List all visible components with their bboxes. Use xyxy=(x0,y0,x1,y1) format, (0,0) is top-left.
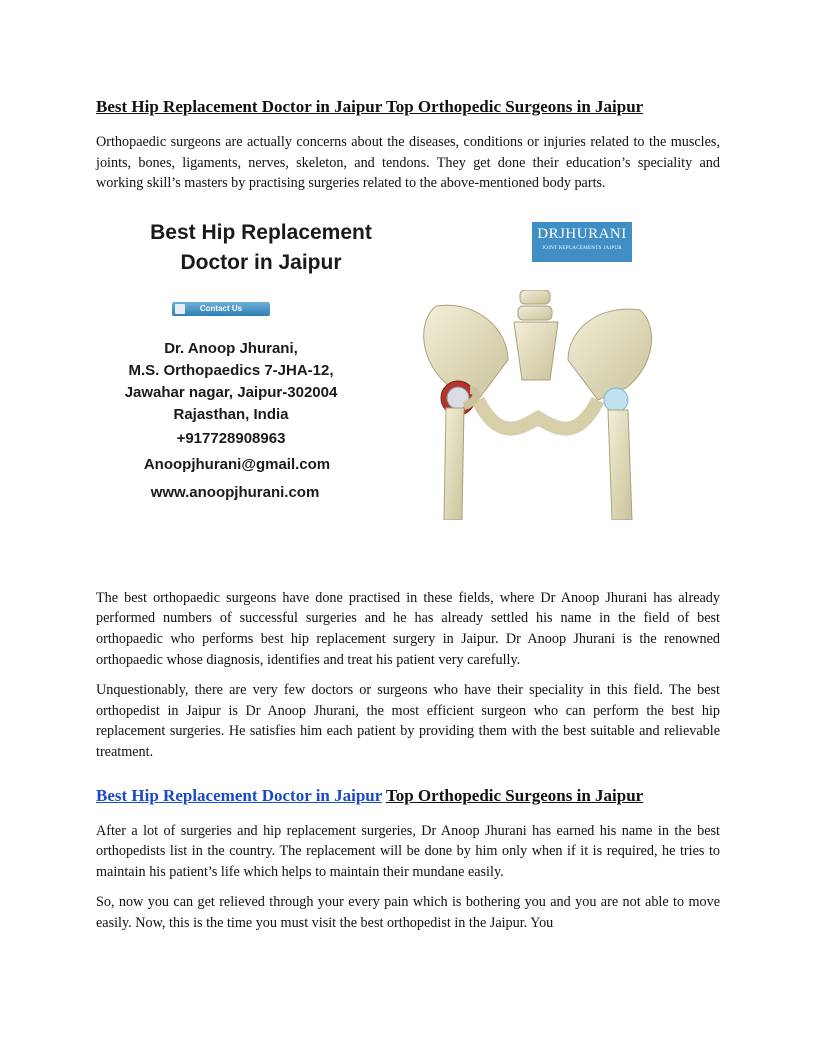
body-paragraph: So, now you can get relieved through your every pain which is bothering you and you are not able to move easily. Now, this is the time you must visit the best orthopedist in the Jaipur. You xyxy=(96,894,720,931)
doctor-address xyxy=(96,338,366,426)
address-line: Dr. Anoop Jhurani, xyxy=(164,339,298,357)
hip-joint-illustration xyxy=(418,290,658,520)
body-paragraph: After a lot of surgeries and hip replacement surgeries, Dr Anoop Jhurani has earned his name in the best orthopedists list in the country. The replacement will be done by him only when if it is required, he tries to maintain his patient’s life which helps to maintain their mundane easily. xyxy=(96,822,720,880)
intro-paragraph: Orthopaedic surgeons are actually concerns about the diseases, conditions or injuries related to the muscles, joints, bones, ligaments, nerves, skeleton, and tendons. They get done their education’s speciality and working skill’s masters by practising surgeries related to the above-mentioned body parts. xyxy=(96,134,720,192)
subheading-rest: Top Orthopedic Surgeons in Jaipur xyxy=(385,785,644,805)
dr-jhurani-logo xyxy=(532,222,632,262)
banner-headline-line2: Doctor in Jaipur xyxy=(180,250,342,274)
body-paragraph: The best orthopaedic surgeons have done practised in these fields, where Dr Anoop Jhurani has already performed numbers of successful surgeries and he has already settled his name in the field of best orthopaedic who performs best hip replacement surgery in Jaipur. Dr Anoop Jhurani is the renowned orthopaedic whose diagnosis, identifies and treat his patient very carefully. xyxy=(96,589,720,668)
banner-headline-line1: Best Hip Replacement xyxy=(150,220,372,244)
promo-banner-image xyxy=(96,218,720,560)
contact-icon xyxy=(175,304,185,314)
address-line: M.S. Orthopaedics 7-JHA-12, xyxy=(128,361,334,379)
contact-us-label: Contact Us xyxy=(199,303,243,313)
page-title: Best Hip Replacement Doctor in Jaipur Top Orthopedic Surgeons in Jaipur xyxy=(96,97,644,116)
logo-subtext: JOINT REPLACEMENTS JAIPUR xyxy=(542,245,622,251)
document-page xyxy=(96,96,720,944)
phone-number: +917728908963 xyxy=(176,429,286,447)
logo-text: DRJHURANI xyxy=(537,225,627,242)
address-line: Jawahar nagar, Jaipur-302004 xyxy=(124,383,338,401)
banner-headline xyxy=(116,218,406,278)
website-url: www.anoopjhurani.com xyxy=(150,483,320,501)
body-paragraph: Unquestionably, there are very few doctors or surgeons who have their speciality in this field. The best orthopedist in Jaipur is Dr Anoop Jhurani, the most efficient surgeon who can perform the best hip replacement surgeries. He satisfies him each patient by providing them with the best suitable and relievable treatment. xyxy=(96,682,720,760)
hip-replacement-link[interactable]: Best Hip Replacement Doctor in Jaipur xyxy=(96,785,382,805)
section-subheading xyxy=(96,785,720,807)
address-line: Rajasthan, India xyxy=(173,405,289,423)
email-address: Anoopjhurani@gmail.com xyxy=(143,455,331,473)
contact-us-button[interactable] xyxy=(172,302,270,316)
